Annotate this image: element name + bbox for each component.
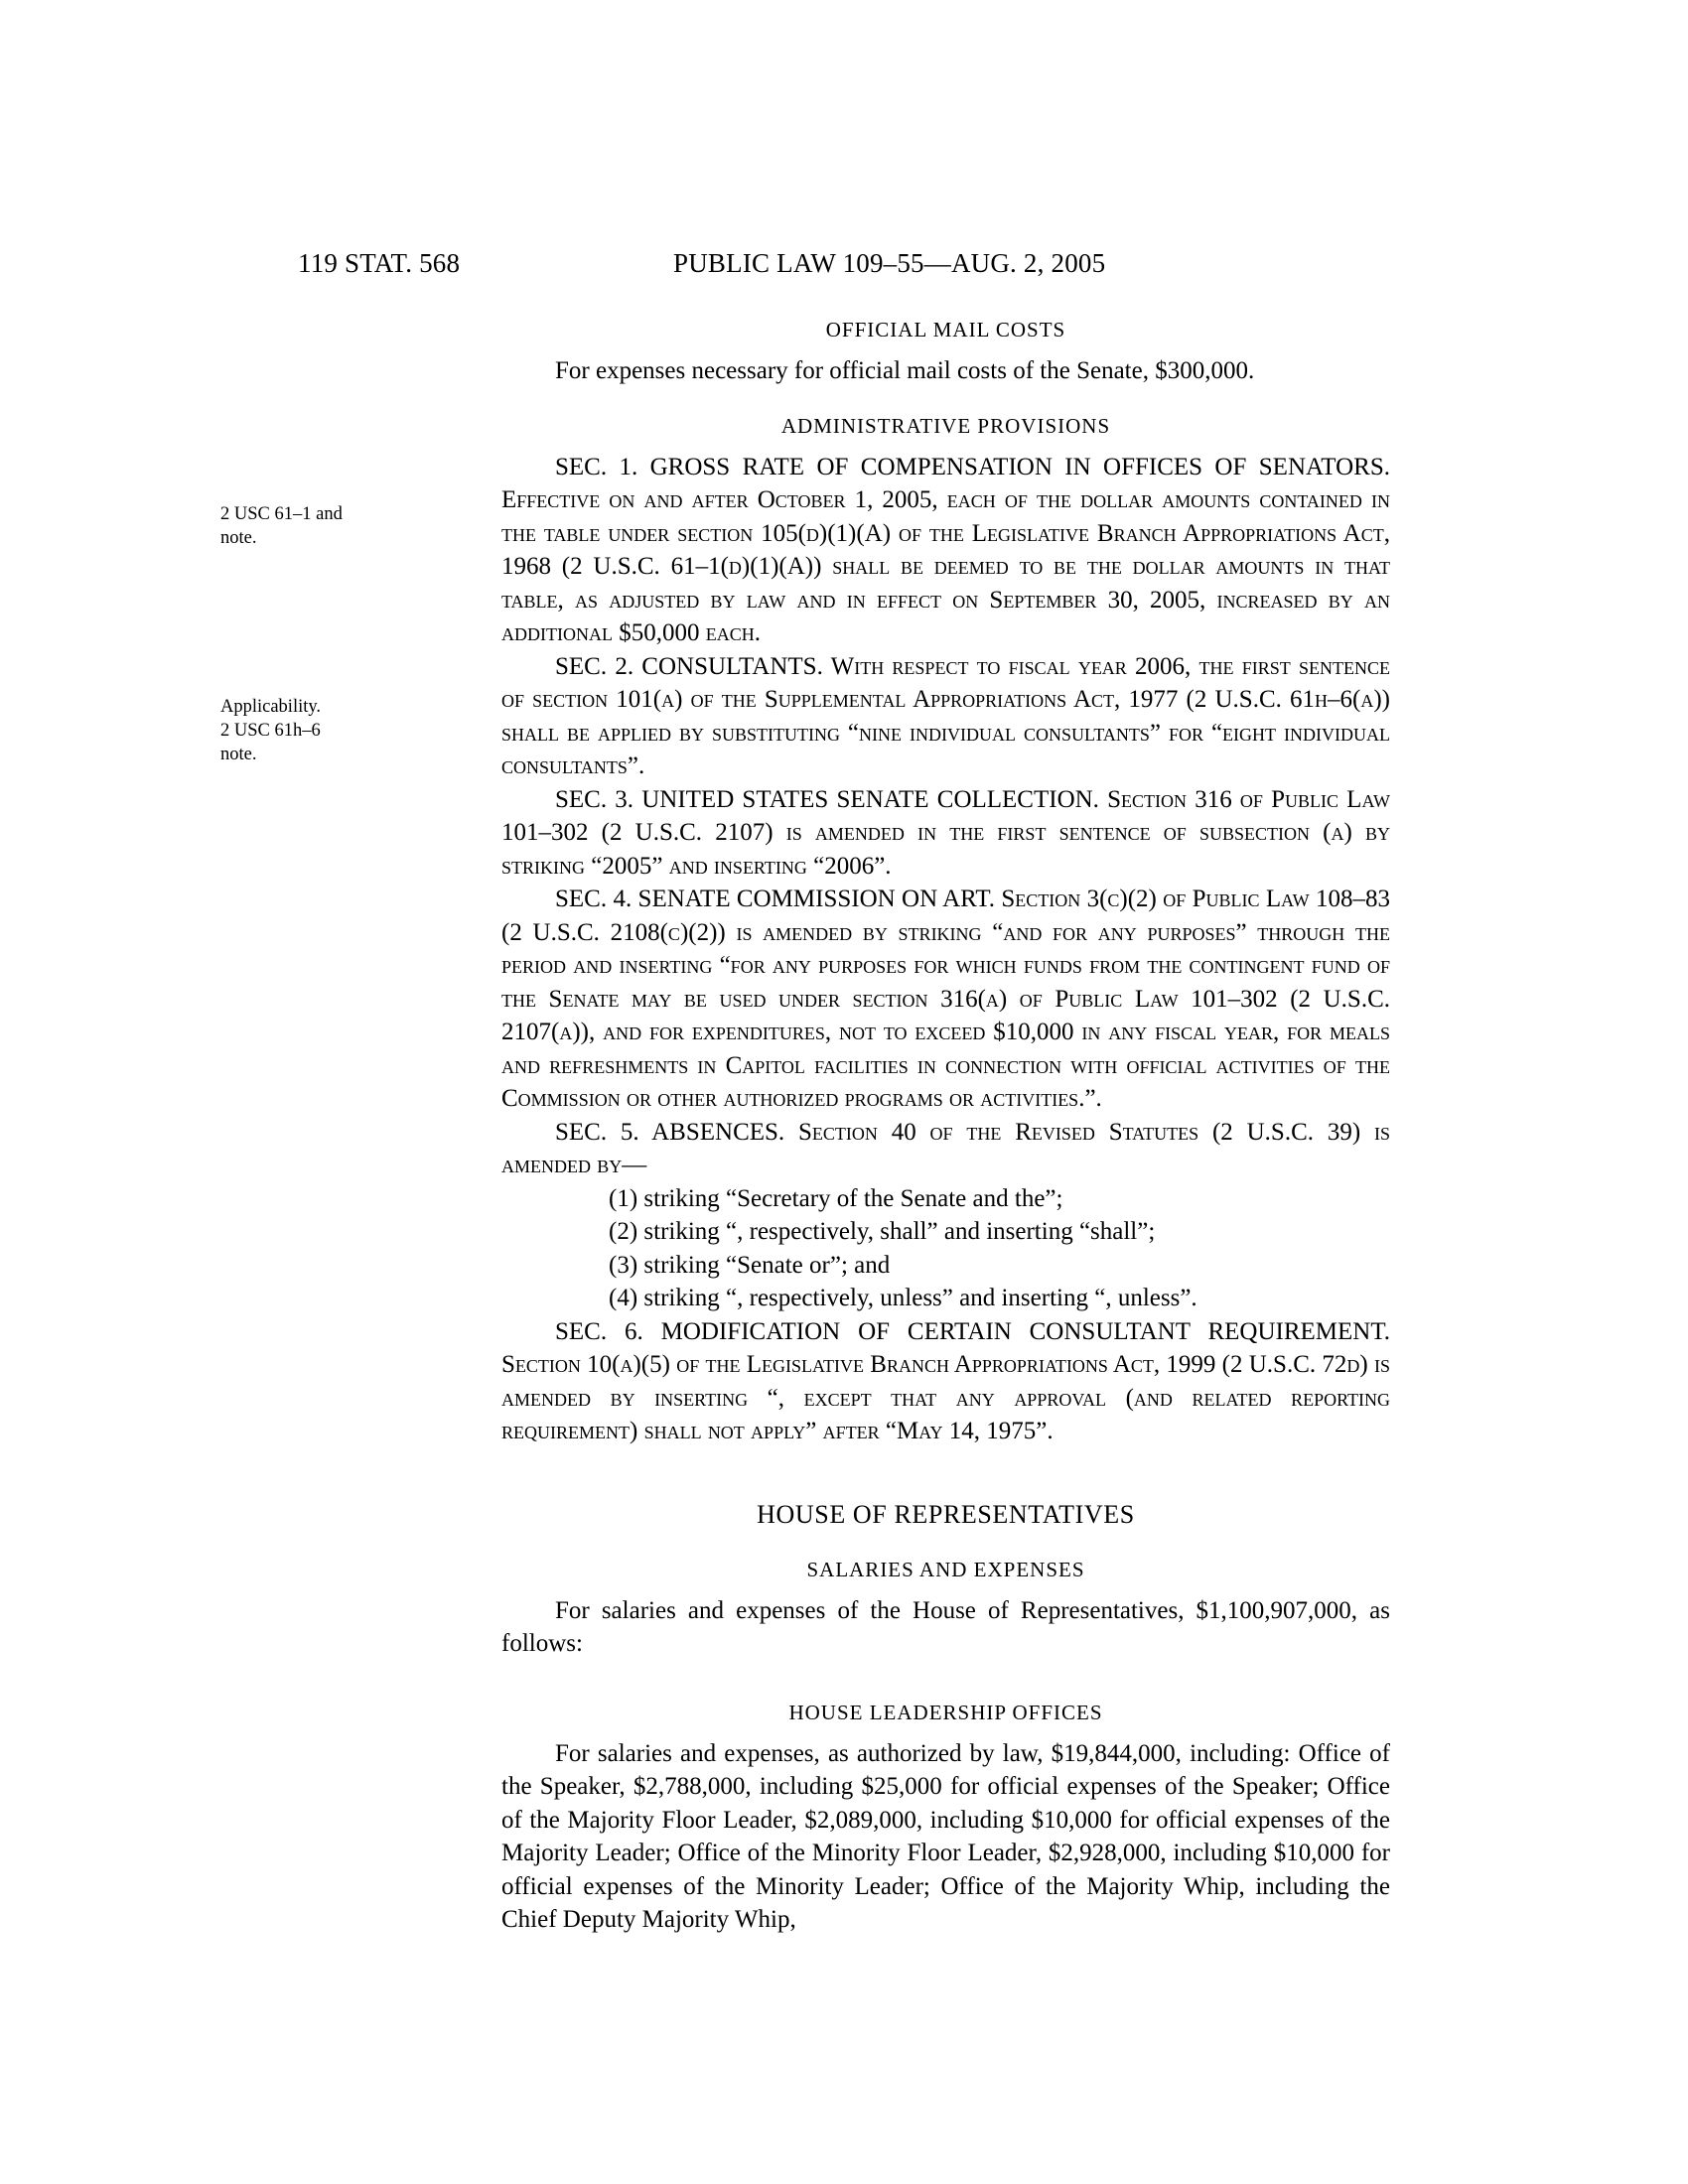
main-text-column <box>501 318 1390 1937</box>
paragraph-section-3: SEC. 3. UNITED STATES SENATE COLLECTION. Section 316 of Public Law 101–302 (2 U.S.C. 2107) is amended in the first sentence of subsection (a) by striking “2005” and inserting “2006”. <box>501 785 1390 880</box>
side-note-usc-61-1 <box>220 502 469 550</box>
paragraph-section-6: SEC. 6. MODIFICATION OF CERTAIN CONSULTANT REQUIREMENT. Section 10(a)(5) of the Legislative Branch Appropriations Act, 1999 (2 U.S.C. 72d) is amended by inserting “, except that any approval (and related reporting requirement) shall not apply” after “May 14, 1975”. <box>501 1317 1390 1444</box>
side-note-line: Applicability. <box>220 697 322 717</box>
side-note-line: note. <box>220 528 257 548</box>
heading-administrative-provisions: ADMINISTRATIVE PROVISIONS <box>780 413 1111 438</box>
paragraph-house-salaries: For salaries and expenses of the House of Representatives, $1,100,907,000, as follows: <box>501 1596 1390 1657</box>
paragraph-section-2: SEC. 2. CONSULTANTS. With respect to fiscal year 2006, the first sentence of section 101(a) of the Supplemental Appropriations Act, 1977 (2 U.S.C. 61h–6(a)) shall be applied by substituting “nine individual consultants” for “eight individual consultants”. <box>501 652 1390 779</box>
paragraph-section-5-item-3: (3) striking “Senate or”; and <box>609 1251 891 1279</box>
side-note-applicability <box>220 695 469 766</box>
running-head <box>298 248 1390 282</box>
paragraph-section-1: SEC. 1. GROSS RATE OF COMPENSATION IN OFFICES OF SENATORS. Effective on and after October 1, 2005, each of the dollar amounts contained in the table under section 105(d)(1)(A) of the Legislative Branch Appropriations Act, 1968 (2 U.S.C. 61–1(d)(1)(A)) shall be deemed to be the dollar amounts in that table, as adjusted by law and in effect on September 30, 2005, increased by an additional $50,000 each. <box>501 453 1390 646</box>
spacer <box>501 1661 1390 1701</box>
spacer <box>501 388 1390 414</box>
paragraph-section-5-item-1: (1) striking “Secretary of the Senate and the”; <box>609 1184 1063 1212</box>
paragraph-section-5: SEC. 5. ABSENCES. Section 40 of the Revised Statutes (2 U.S.C. 39) is amended by— <box>501 1118 1390 1178</box>
side-note-line: 2 USC 61h–6 <box>220 721 321 741</box>
paragraph-section-4: SEC. 4. SENATE COMMISSION ON ART. Section 3(c)(2) of Public Law 108–83 (2 U.S.C. 2108(c)(2)) is amended by striking “and for any purposes” through the period and inserting “for any purposes for which funds from the contingent fund of the Senate may be used under section 316(a) of Public Law 101–302 (2 U.S.C. 2107(a)), and for expenditures, not to exceed $10,000 in any fiscal year, for meals and refreshments in Capitol facilities in connection with official activities of the Commission or other authorized programs or activities.”. <box>501 886 1390 1112</box>
statute-page-number: 119 STAT. 568 <box>298 248 461 278</box>
spacer <box>501 1448 1390 1500</box>
side-note-line: 2 USC 61–1 and <box>220 504 343 524</box>
spacer <box>501 1542 1390 1558</box>
heading-salaries-and-expenses: SALARIES AND EXPENSES <box>806 1557 1085 1581</box>
heading-house-leadership-offices: HOUSE LEADERSHIP OFFICES <box>788 1700 1103 1724</box>
paragraph-house-leadership: For salaries and expenses, as authorized by law, $19,844,000, including: Office of the Speaker, $2,788,000, including $25,000 for official expenses of the Speaker; Office of the Majority Floor Leader, $2,089,000, including $10,000 for official expenses of the Majority Leader; Office of the Minority Floor Leader, $2,928,000, including $10,000 for official expenses of the Minority Leader; Office of the Majority Whip, including the Chief Deputy Majority Whip, <box>501 1739 1390 1933</box>
heading-official-mail-costs: OFFICIAL MAIL COSTS <box>825 318 1066 341</box>
side-note-line: note. <box>220 745 257 764</box>
paragraph-section-5-item-2: (2) striking “, respectively, shall” and inserting “shall”; <box>609 1218 1156 1245</box>
public-law-citation: PUBLIC LAW 109–55—AUG. 2, 2005 <box>673 248 1106 278</box>
paragraph-official-mail: For expenses necessary for official mail costs of the Senate, $300,000. <box>555 357 1255 384</box>
paragraph-section-5-item-4: (4) striking “, respectively, unless” and inserting “, unless”. <box>609 1285 1197 1311</box>
heading-house-of-representatives: HOUSE OF REPRESENTATIVES <box>757 1499 1135 1529</box>
